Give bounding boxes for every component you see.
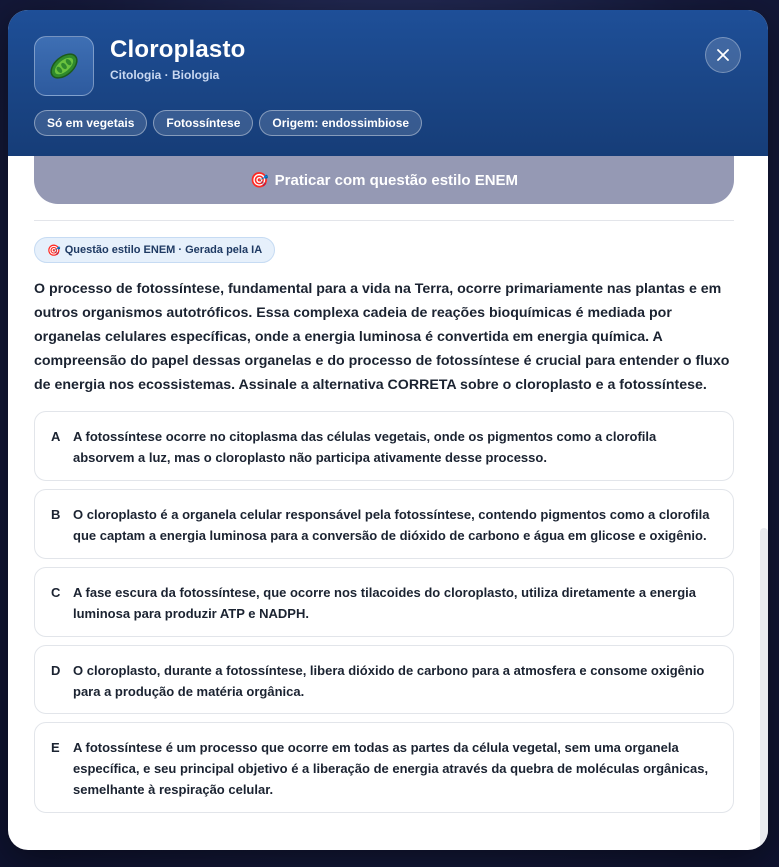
option-c[interactable]	[34, 567, 734, 637]
option-letter: C	[51, 585, 61, 600]
practice-button-label: Praticar com questão estilo ENEM	[274, 171, 519, 189]
tag-origem: Origem: endossimbiose	[259, 110, 422, 136]
option-letter: A	[51, 429, 61, 444]
target-icon: 🎯	[249, 172, 269, 189]
question-text: O processo de fotossíntese, fundamental para a vida na Terra, ocorre primariamente nas plantas e em outros organismos autotróficos. Essa complexa cadeia de reações bioquímicas é mediada por organelas celulares específicas, onde a energia luminosa é convertida em energia química. A compreensão do papel dessas organelas e do processo de fotossíntese é crucial para entender o fluxo de energia nos ecossistemas. Assinale a alternativa CORRETA sobre o cloroplasto e a fotossíntese.	[34, 281, 730, 393]
modal-header	[8, 10, 768, 156]
scrollbar[interactable]	[760, 528, 768, 850]
option-b[interactable]	[34, 489, 734, 559]
option-letter: B	[51, 507, 61, 522]
option-d[interactable]	[34, 645, 734, 714]
topic-modal	[8, 10, 768, 850]
question-source-badge	[34, 237, 275, 263]
option-text: A fotossíntese ocorre no citoplasma das células vegetais, onde os pigmentos como a clorofila absorvem a luz, mas o cloroplasto não participa ativamente desse processo.	[73, 429, 657, 465]
option-text: O cloroplasto, durante a fotossíntese, libera dióxido de carbono para a atmosfera e consome oxigênio para a produção de matéria orgânica.	[73, 663, 705, 699]
option-e[interactable]	[34, 722, 734, 813]
badge-label: Questão estilo ENEM · Gerada pela IA	[64, 244, 263, 256]
target-icon: 🎯	[47, 244, 61, 257]
option-text: O cloroplasto é a organela celular responsável pela fotossíntese, contendo pigmentos como a clorofila que captam a energia luminosa para a conversão de dióxido de carbono e água em glicose e oxigênio.	[73, 507, 710, 543]
option-text: A fotossíntese é um processo que ocorre em todas as partes da célula vegetal, sem uma organela específica, e seu principal objetivo é a liberação de energia através da quebra de moléculas orgânicas, semelhante à respiração celular.	[73, 740, 709, 797]
practice-enem-button[interactable]	[34, 156, 734, 204]
chloroplast-icon	[34, 36, 94, 96]
close-button[interactable]	[705, 37, 741, 73]
close-icon	[717, 49, 729, 61]
tag-list	[34, 110, 422, 136]
option-letter: E	[51, 740, 60, 755]
tag-vegetais: Só em vegetais	[34, 110, 147, 136]
option-text: A fase escura da fotossíntese, que ocorre nos tilacoides do cloroplasto, utiliza diretamente a energia luminosa para produzir ATP e NADPH.	[73, 585, 696, 621]
option-letter: D	[51, 663, 61, 678]
page-title: Cloroplasto	[110, 36, 246, 63]
divider	[34, 220, 734, 221]
option-a[interactable]	[34, 411, 734, 481]
tag-fotossintese: Fotossíntese	[153, 110, 253, 136]
page-subtitle: Citologia · Biologia	[110, 68, 220, 82]
